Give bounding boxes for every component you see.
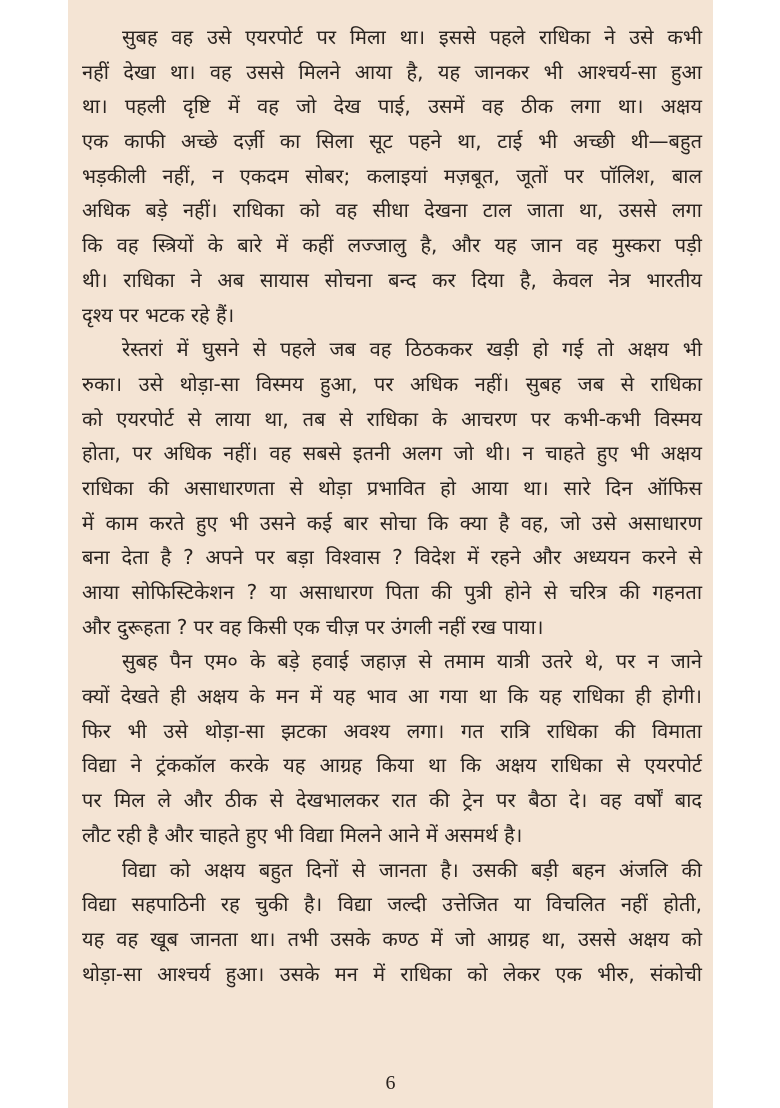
text-line: यह वह खूब जानता था। तभी उसके कण्ठ में जो आग्रह था, उससे अक्षय को bbox=[82, 926, 702, 951]
text-line: और दुरूहता ? पर वह किसी एक चीज़ पर उंगली नहीं रख पाया। bbox=[82, 614, 544, 639]
text-line: क्यों देखते ही अक्षय के मन में यह भाव आ गया था कि यह राधिका ही होगी। bbox=[82, 684, 702, 709]
text-line: अधिक बड़े नहीं। राधिका को वह सीधा देखना टाल जाता था, उससे लगा bbox=[82, 198, 702, 223]
text-line: भड़कीली नहीं, न एकदम सोबर; कलाइयां मज़बूत, जूतों पर पॉलिश, बाल bbox=[82, 163, 702, 188]
text-line: कि वह स्त्रियों के बारे में कहीं लज्जालु है, और यह जान वह मुस्करा पड़ी bbox=[82, 233, 702, 258]
text-line: लौट रही है और चाहते हुए भी विद्या मिलने आने में असमर्थ है। bbox=[82, 822, 523, 847]
text-line: सुबह पैन एम० के बड़े हवाई जहाज़ से तमाम यात्री उतरे थे, पर न जाने bbox=[122, 649, 702, 674]
text-line: राधिका की असाधारणता से थोड़ा प्रभावित हो आया था। सारे दिन ऑफिस bbox=[82, 475, 702, 500]
text-line: होता, पर अधिक नहीं। वह सबसे इतनी अलग जो थी। न चाहते हुए भी अक्षय bbox=[82, 441, 702, 466]
text-line: में काम करते हुए भी उसने कई बार सोचा कि क्या है वह, जो उसे असाधारण bbox=[82, 510, 702, 535]
text-line: आया सोफिस्टिकेशन ? या असाधारण पिता की पुत्री होने से चरित्र की गहनता bbox=[82, 580, 702, 604]
page-body-text bbox=[82, 20, 702, 991]
text-line: थी। राधिका ने अब सायास सोचना बन्द कर दिया है, केवल नेत्र भारतीय bbox=[82, 267, 702, 292]
text-line: फिर भी उसे थोड़ा-सा झटका अवश्य लगा। गत रात्रि राधिका की विमाता bbox=[82, 718, 702, 743]
text-line: विद्या ने ट्रंककॉल करके यह आग्रह किया था कि अक्षय राधिका से एयरपोर्ट bbox=[82, 753, 702, 778]
text-line: बना देता है ? अपने पर बड़ा विश्वास ? विदेश में रहने और अध्ययन करने से bbox=[82, 545, 702, 570]
text-line: को एयरपोर्ट से लाया था, तब से राधिका के आचरण पर कभी-कभी विस्मय bbox=[82, 406, 702, 431]
text-line: सुबह वह उसे एयरपोर्ट पर मिला था। इससे पहले राधिका ने उसे कभी bbox=[122, 25, 702, 49]
text-line: दृश्य पर भटक रहे हैं। bbox=[82, 302, 235, 327]
text-line: विद्या को अक्षय बहुत दिनों से जानता है। उसकी बड़ी बहन अंजलि की bbox=[122, 857, 702, 882]
text-line: पर मिल ले और ठीक से देखभालकर रात की ट्रेन पर बैठा दे। वह वर्षों बाद bbox=[82, 788, 702, 813]
text-line: विद्या सहपाठिनी रह चुकी है। विद्या जल्दी उत्तेजित या विचलित नहीं होती, bbox=[82, 892, 702, 917]
text-line: एक काफी अच्छे दर्ज़ी का सिला सूट पहने था, टाई भी अच्छी थी—बहुत bbox=[82, 129, 702, 154]
text-line: नहीं देखा था। वह उससे मिलने आया है, यह जानकर भी आश्चर्य-सा हुआ bbox=[82, 59, 702, 84]
text-line: रुका। उसे थोड़ा-सा विस्मय हुआ, पर अधिक नहीं। सुबह जब से राधिका bbox=[82, 371, 702, 396]
book-page bbox=[68, 0, 713, 1108]
text-line: था। पहली दृष्टि में वह जो देख पाई, उसमें वह ठीक लगा था। अक्षय bbox=[82, 94, 702, 119]
text-line: थोड़ा-सा आश्चर्य हुआ। उसके मन में राधिका को लेकर एक भीरु, संकोची bbox=[82, 961, 702, 986]
text-line: रेस्तरां में घुसने से पहले जब वह ठिठककर खड़ी हो गई तो अक्षय भी bbox=[122, 337, 702, 362]
page-number: 6 bbox=[385, 1072, 396, 1094]
